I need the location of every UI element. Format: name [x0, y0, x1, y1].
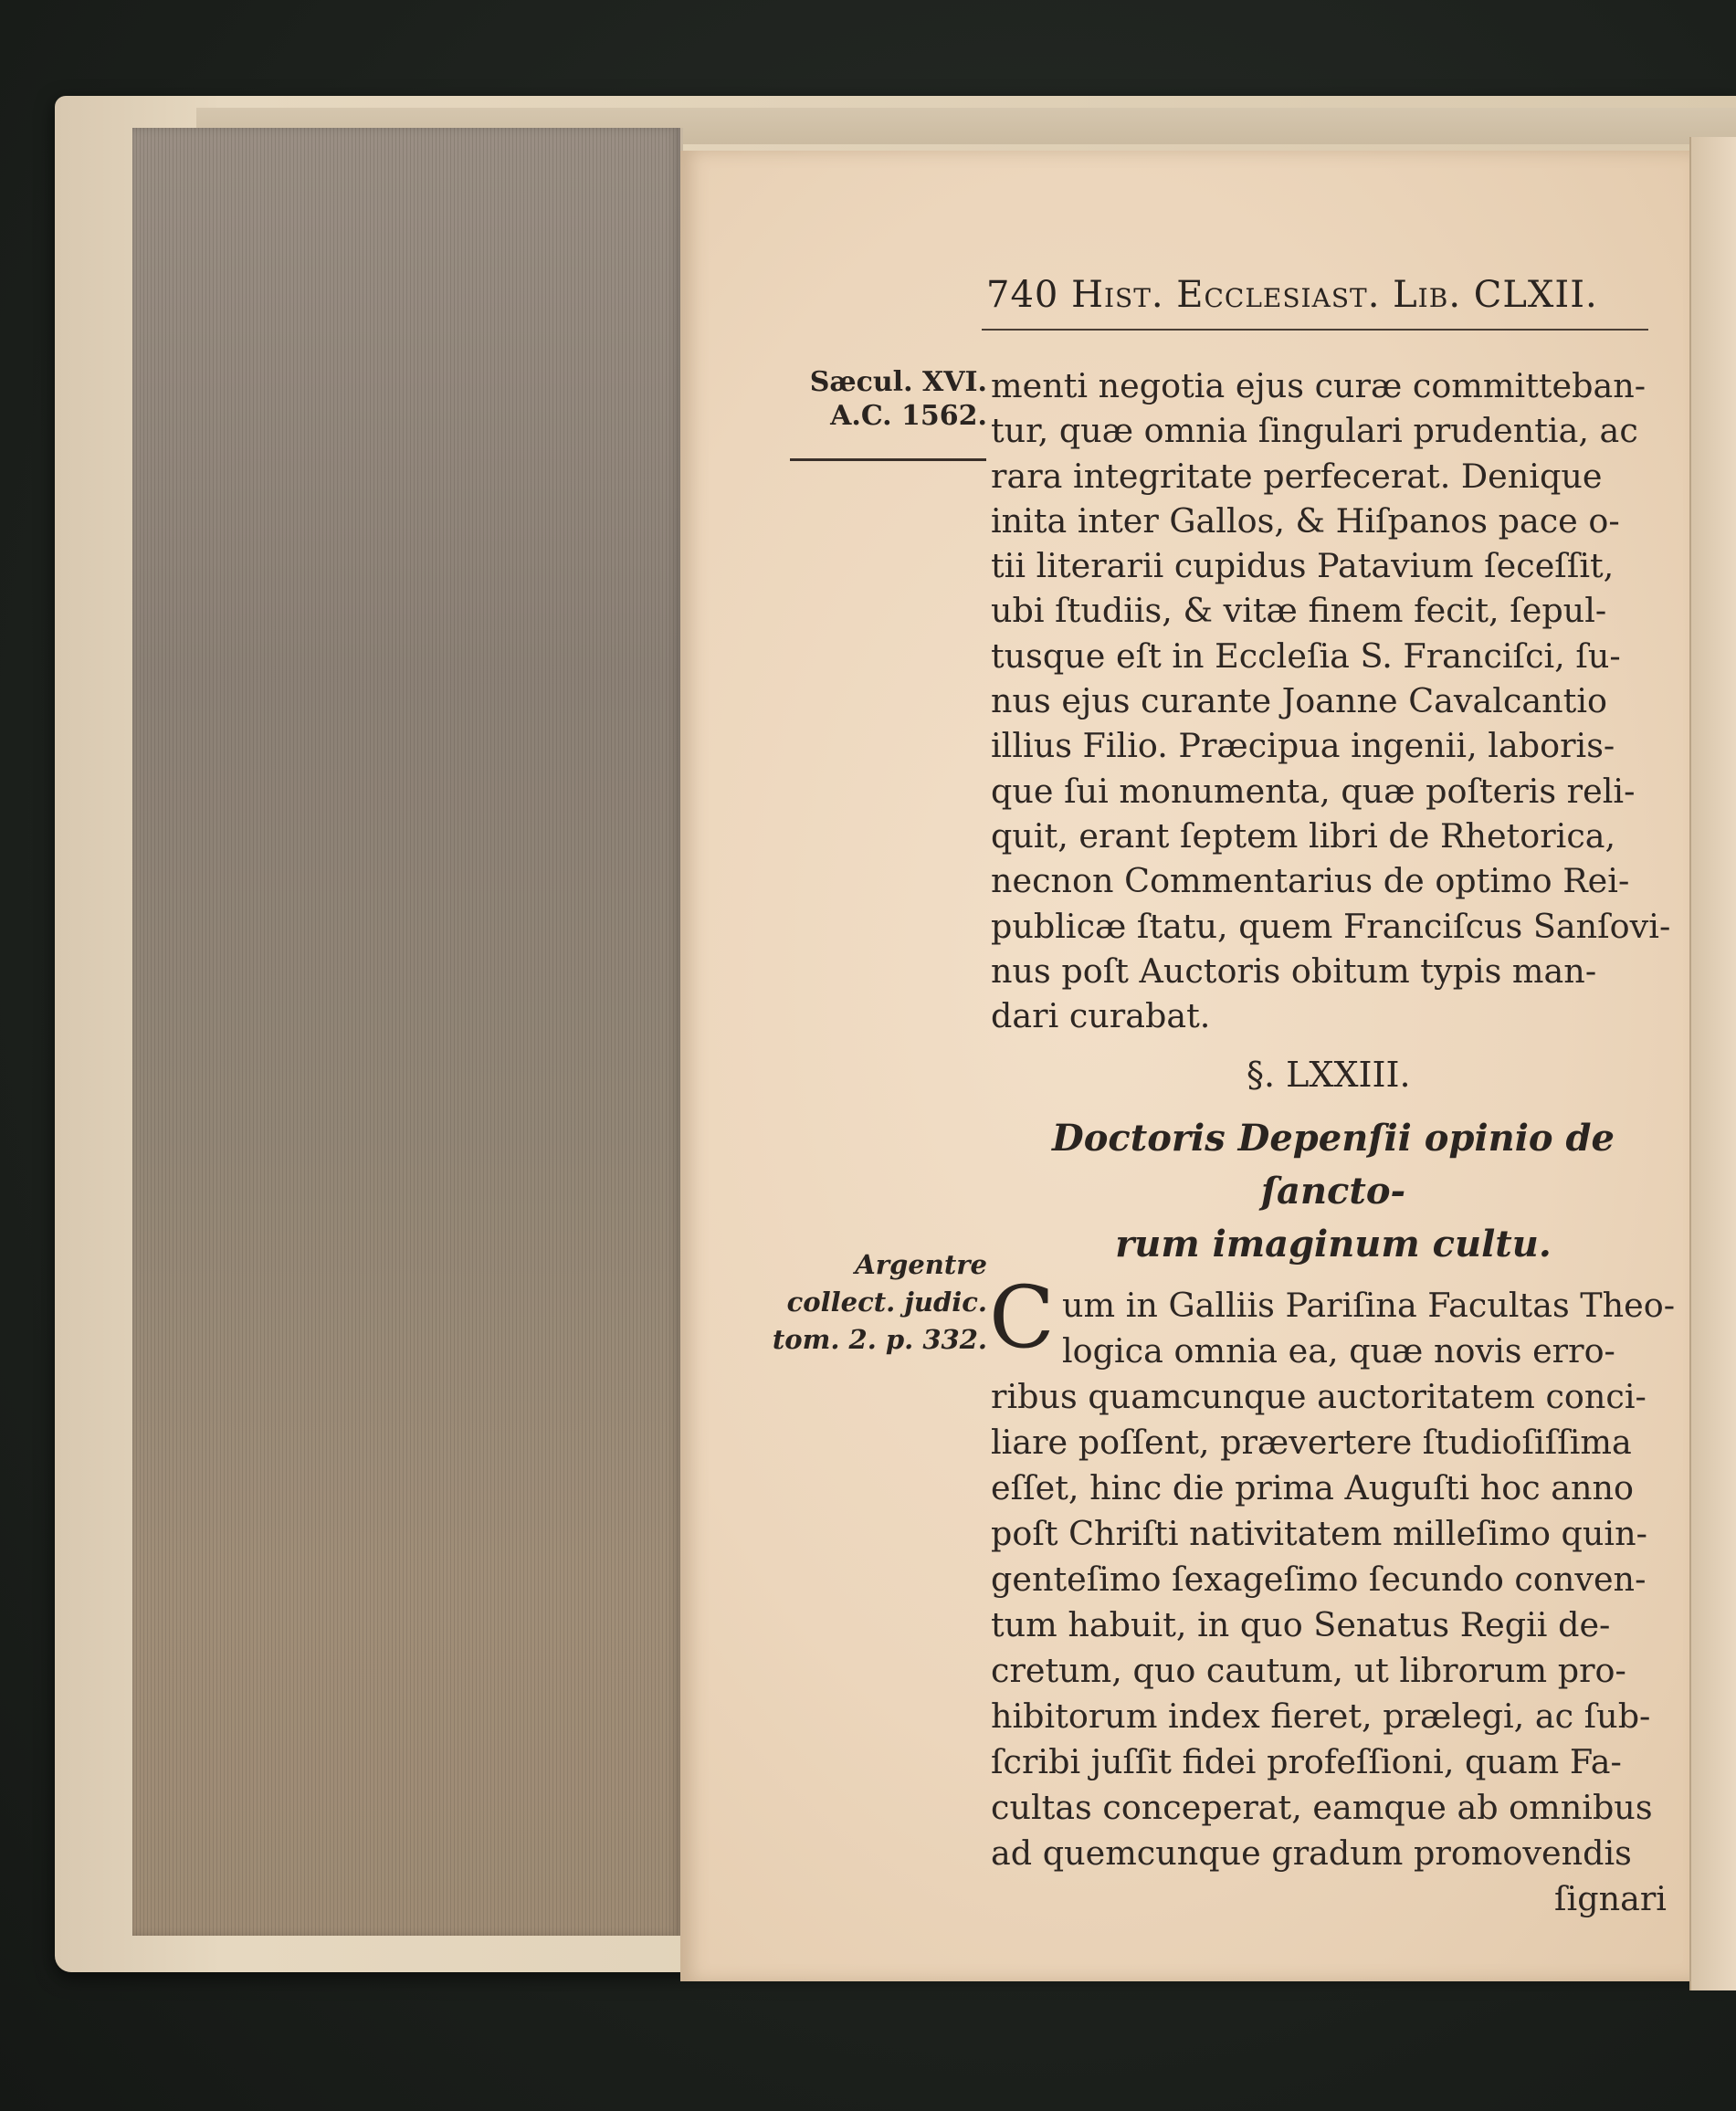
section-number: §. LXXIII. [1247, 1055, 1411, 1095]
text-line: nus ejus curante Joanne Cavalcantio [991, 681, 1608, 721]
text-line: tum habuit, in quo Senatus Regii de- [991, 1605, 1611, 1644]
drop-capital: C [989, 1268, 1055, 1368]
text-line: tur, quæ omnia ſingulari prudentia, ac [991, 411, 1638, 451]
text-line: ribus quamcunque auctoritatem conci- [991, 1377, 1647, 1416]
margin-note-line: tom. 2. p. 332. [772, 1324, 987, 1355]
section-title-line: Doctoris Depenſii opinio de ſancto- [1052, 1117, 1615, 1213]
text-line: inita inter Gallos, & Hiſpanos pace o- [991, 500, 1620, 541]
text-line: eſſet, hinc die prima Auguſti hoc anno [991, 1468, 1634, 1507]
text-line: poſt Chriſti nativitatem milleſimo quin- [991, 1514, 1647, 1553]
text-line: ſcribi juſſit fidei profeſſioni, quam Fa- [991, 1742, 1622, 1781]
catchword: ſignari [1554, 1879, 1667, 1918]
paragraph-2 [989, 1268, 1676, 1922]
text-line: cultas conceperat, eamque ab omnibus [991, 1788, 1653, 1827]
text-line: que ſui monumenta, quæ poſteris reli- [991, 771, 1636, 811]
text-line: liare poſſent, prævertere ſtudioſiſſima [991, 1423, 1632, 1462]
text-line: hibitorum index fieret, prælegi, ac ſub- [991, 1696, 1651, 1736]
paragraph-1 [991, 363, 1671, 1038]
margin-note-rule [790, 458, 986, 461]
text-line: dari curabat. [991, 996, 1211, 1036]
text-line: tusque eſt in Eccleſia S. Franciſci, ſu- [991, 635, 1621, 676]
text-line: ad quemcunque gradum promovendis [991, 1833, 1632, 1873]
text-line: rara integritate perfecerat. Denique [991, 456, 1603, 496]
text-line: quit, erant ſeptem libri de Rhetorica, [991, 815, 1616, 856]
running-head: 740 Hist. Ecclesiast. Lib. CLXII. [986, 274, 1598, 316]
text-line: illius Filio. Præcipua ingenii, laboris- [991, 726, 1615, 766]
margin-note-line: A.C. 1562. [830, 400, 987, 432]
text-line: genteſimo ſexageſimo ſecundo conven- [991, 1560, 1647, 1599]
text-line: ubi ſtudiis, & vitæ finem fecit, ſepul- [991, 591, 1607, 631]
text-line: tii literarii cupidus Patavium ſeceſſit, [991, 546, 1615, 586]
text-line: logica omnia ea, quæ novis erro- [1062, 1331, 1615, 1371]
facing-page-edge [1689, 137, 1736, 1990]
section-title [995, 1112, 1671, 1271]
header-rule [982, 329, 1648, 331]
margin-note-line: collect. judic. [786, 1287, 987, 1318]
text-line: necnon Commentarius de optimo Rei- [991, 861, 1630, 901]
text-line: cretum, quo cautum, ut librorum pro- [991, 1651, 1626, 1690]
margin-note-line: Sæcul. XVI. [809, 366, 987, 398]
margin-note-date [810, 365, 987, 433]
margin-note-citation [773, 1246, 987, 1359]
text-line: nus poſt Auctoris obitum typis man- [991, 950, 1597, 991]
text-line: publicæ ſtatu, quem Franciſcus Sanſovi- [991, 906, 1671, 946]
text-line: um in Galliis Pariſina Facultas Theo- [1062, 1286, 1676, 1325]
section-title-line: rum imaginum cultu. [1115, 1223, 1552, 1266]
margin-note-line: Argentre [855, 1249, 987, 1280]
text-line: menti negotia ejus curæ committeban- [991, 366, 1647, 405]
book-page-edges [132, 128, 683, 1936]
